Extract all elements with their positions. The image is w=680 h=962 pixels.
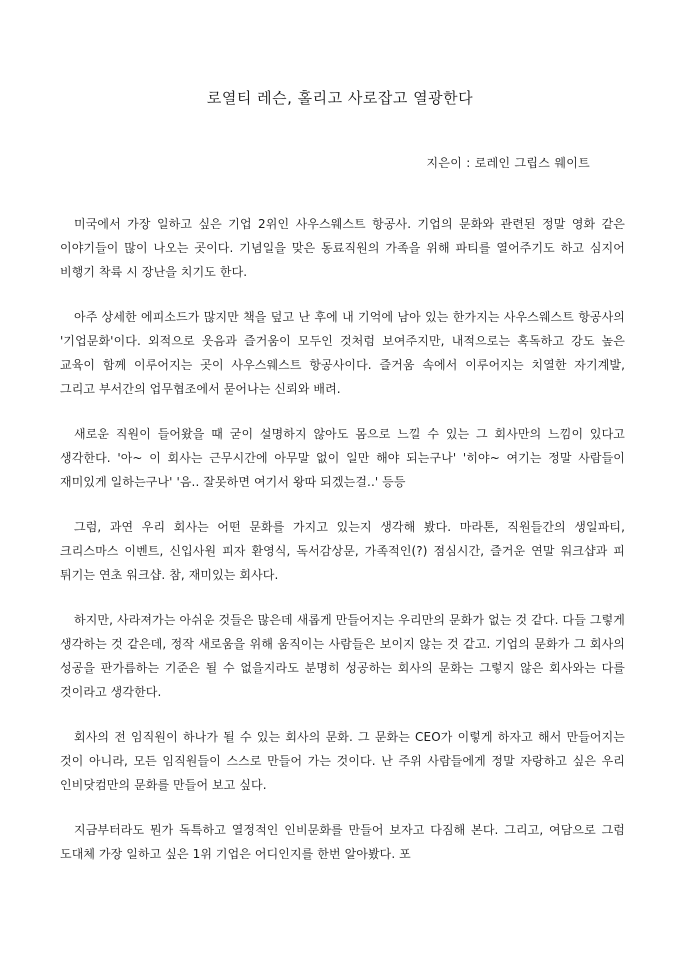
paragraph-6: 회사의 전 임직원이 하나가 될 수 있는 회사의 문화. 그 문화는 CEO가 이렇게 하자고 해서 만들어지는 것이 아니라, 모든 임직원들이 스스로 만들어 가는 것이다. 난 주위 사람들에게 정말 자랑하고 싶은 우리 인비닷컴만의 문화를 만들어 보고 싶다. xyxy=(60,730,625,792)
paragraph-3: 새로운 직원이 들어왔을 때 굳이 설명하지 않아도 몸으로 느낄 수 있는 그 회사만의 느낌이 있다고 생각한다. '아~ 이 회사는 근무시간에 아무말 없이 일만 해야 되는구나' '히야~ 여기는 정말 사람들이 재미있게 일하는구나' '음.. 잘못하면 여기서 왕따 되겠는걸..' 등등 xyxy=(60,427,625,489)
paragraph-4: 그럼, 과연 우리 회사는 어떤 문화를 가지고 있는지 생각해 봤다. 마라톤, 직원들간의 생일파티, 크리스마스 이벤트, 신입사원 피자 환영식, 독서감상문, 가족적인(?) 점심시간, 즐거운 연말 워크샵과 피 튀기는 연초 워크샵. 참, 재미있는 회사다. xyxy=(60,520,625,582)
document-title: 로열티 레슨, 홀리고 사로잡고 열광한다 xyxy=(206,89,474,107)
author-line: 지은이 : 로레인 그립스 웨이트 xyxy=(426,156,590,170)
paragraph-1: 미국에서 가장 일하고 싶은 기업 2위인 사우스웨스트 항공사. 기업의 문화와 관련된 정말 영화 같은 이야기들이 많이 나오는 곳이다. 기념일을 맞은 동료직원의 가족을 위해 파티를 열어주기도 하고 심지어 비행기 착륙 시 장난을 치기도 한다. xyxy=(60,217,625,279)
paragraph-7: 지금부터라도 뭔가 독특하고 열정적인 인비문화를 만들어 보자고 다짐해 본다. 그리고, 여담으로 그럼 도대체 가장 일하고 싶은 1위 기업은 어디인지를 한번 알아봤다. 포 xyxy=(60,823,625,861)
document-body xyxy=(60,212,625,887)
paragraph-2: 아주 상세한 에피소드가 많지만 책을 덮고 난 후에 내 기억에 남아 있는 한가지는 사우스웨스트 항공사의 '기업문화'이다. 외적으로 웃음과 즐거움이 모두인 것처럼 보여주지만, 내적으로는 혹독하고 강도 높은 교육이 함께 이루어지는 곳이 사우스웨스트 항공사이다. 즐거움 속에서 이루어지는 치열한 자기계발, 그리고 부서간의 업무협조에서 묻어나는 신뢰와 배려. xyxy=(60,310,625,396)
paragraph-5: 하지만, 사라져가는 아쉬운 것들은 많은데 새롭게 만들어지는 우리만의 문화가 없는 것 같다. 다들 그렇게 생각하는 것 같은데, 정작 새로움을 위해 움직이는 사람들은 보이지 않는 것 같고. 기업의 문화가 그 회사의 성공을 판가름하는 기준은 될 수 없을지라도 분명히 성공하는 회사의 문화는 그렇지 않은 회사와는 다를 것이라고 생각한다. xyxy=(60,613,625,699)
